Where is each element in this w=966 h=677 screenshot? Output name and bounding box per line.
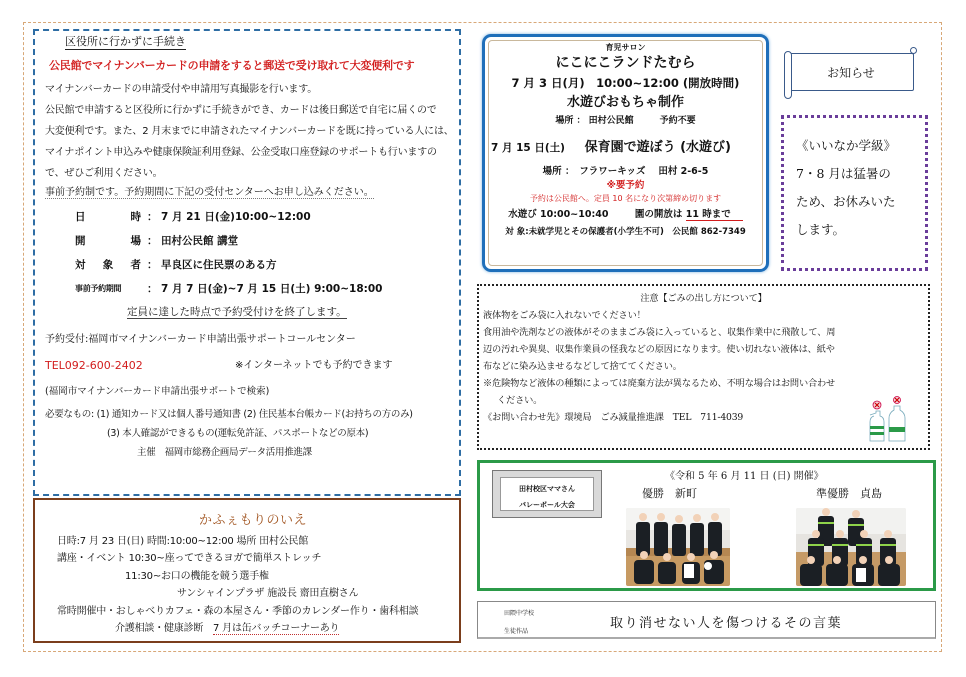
cafe-line: サンシャインプラザ 施設長 齋田直樹さん: [177, 588, 359, 599]
garbage-title: 注意【ごみの出し方について】: [640, 293, 767, 304]
scroll-curl-icon: [910, 47, 917, 54]
cafe-line: 講座・イベント 10:30~座ってできるヨガで簡単ストレッチ: [57, 553, 322, 564]
reservation-note: 予約は公民館へ。定員 10 名になり次第締め切ります: [529, 194, 722, 203]
prereg-note: 事前予約制です。予約期間に下記の受付センターへお申し込みください。: [45, 187, 374, 198]
detail-row-period: 事前予約期間 ： 7 月 7 日(金)~7 月 15 日(土) 9:00~18:00: [75, 277, 449, 301]
salon-date-2-row: [491, 136, 766, 155]
garbage-contact: 《お問い合わせ先》環境局 ごみ減量推進課 TEL 711-4039: [483, 412, 744, 423]
student-work-box: [477, 601, 936, 639]
required-items: 必要なもの: (1) 通知カード又は個人番号通知書 (2) 住民基本台帳カード(お持ちの方のみ) (3) 本人確認ができるもの(運転免許証、パスポートなどの原本) 主催 福岡市総務企画局データ活用推進課: [45, 405, 449, 462]
cafe-title: かふぇもりのいえ: [198, 513, 307, 528]
detail-row-venue: 開 場 ： 田村公民館 講堂: [75, 229, 449, 253]
detail-label: 対 象 者: [75, 259, 141, 271]
cafe-line: 11:30~お口の機能を競う選手権: [125, 570, 269, 582]
water-time: 水遊び 10:00~10:40: [508, 209, 609, 220]
mynumber-lead: 公民館でマイナンバーカードの申請をすると郵送で受け取れて大変便利です: [49, 59, 415, 72]
mynumber-paragraph: [45, 79, 454, 184]
detail-row-datetime: 日 時 ： 7 月 21 日(金)10:00~12:00: [75, 205, 449, 229]
salon-title: にこにこランドたむら: [555, 55, 696, 71]
open-until: 園の開放は 11 時まで: [635, 205, 743, 224]
salon-event-1: 水遊びおもちゃ制作: [566, 95, 684, 110]
runner-up-team-photo: [796, 508, 906, 586]
paragraph-line: マイナポイント申込みや健康保険証利用登録、公金受取口座登録のサポートも行いますの: [45, 147, 437, 158]
salon-place-1: 場所 ： 田村公民館 予約不要: [555, 116, 696, 126]
reservation-required: ※要予約: [606, 180, 645, 191]
cafe-highlight: 7 月は缶バッチコーナーあり: [213, 623, 340, 634]
water-play-row: [485, 205, 766, 224]
salon-event-2: 保育園で遊ぼう (水遊び): [584, 140, 731, 155]
salon-place-2: 場所 ： フラワーキッズ 田村 2-6-5: [542, 166, 709, 177]
detail-value: 早良区に住民票のある方: [161, 259, 277, 271]
paragraph-line: で、ぜひご利用ください。: [45, 168, 163, 179]
notice-banner-label: お知らせ: [827, 65, 875, 80]
tel-row: [45, 353, 449, 379]
contact-center: 予約受付:福岡市マイナンバーカード申請出張サポートコールセンター: [45, 334, 356, 345]
detail-value: 7 月 21 日(金)10:00~12:00: [161, 211, 311, 223]
liquid-bottles-icon: [864, 396, 912, 442]
cafe-line: 介護相談・健康診断 7 月は缶バッチコーナーあり: [115, 623, 340, 634]
detail-value: 7 月 7 日(金)~7 月 15 日(土) 9:00~18:00: [161, 283, 383, 295]
tournament-plaque: 田村校区ママさん バレーボール大会: [492, 470, 602, 518]
event-details: [75, 205, 449, 301]
childcare-salon-box: [482, 34, 769, 272]
paragraph-line: マイナンバーカードの申請受付や申請用写真撮影を行います。: [45, 84, 317, 95]
volleyball-tournament-box: [477, 460, 936, 591]
cafe-event-box: [33, 498, 461, 643]
tournament-date: 《令和 5 年 6 月 11 日 (日) 開催》: [665, 471, 824, 482]
organizer: 主催 福岡市総務企画局データ活用推進課: [137, 447, 312, 458]
detail-label: 開 場: [75, 235, 141, 247]
iinaka-class-notice: 《いいなか学級》 7・8 月は猛暑の ため、お休みいた します。: [781, 115, 928, 271]
winner-team-photo: [626, 508, 730, 586]
phone-number: TEL092-600-2402: [45, 359, 143, 372]
student-work-label: 生徒作品: [504, 628, 529, 635]
mynumber-notice-box: [33, 29, 461, 496]
garbage-notice-box: 注意【ごみの出し方について】 液体物をごみ袋に入れないでください！ 食用油や洗剤などの液体がそのままごみ袋に入っていると、収集作業中に飛散して、周 辺の汚れや異臭、収集作業員の怪我などの原因になります。使い切れない液体は、紙や 布などに染み込ませるなどして捨ててください。 ※危険物など液体の種類によっては廃棄方法が異なるため、不明な場合はお問い合わせ ください。 《お問い合わせ先》環境局 ごみ減量推進課 TEL 711-4039: [477, 284, 930, 450]
runner-up-label: 準優勝 貞島: [816, 487, 882, 500]
cafe-line: 日時:7 月 23 日(日) 時間:10:00~12:00 場所 田村公民館: [57, 535, 309, 547]
paragraph-line: 公民館で申請すると区役所に行かずに手続きができ、カードは後日郵送で自宅に届くので: [45, 105, 437, 116]
notice-banner: [788, 53, 914, 91]
detail-value: 田村公民館 講堂: [161, 235, 239, 247]
student-slogan: 取り消せない人を傷つけるその言葉: [610, 616, 843, 631]
cafe-line: 常時開催中・おしゃべりカフェ・森の本屋さん・季節のカレンダー作り・歯科相談: [57, 605, 419, 617]
detail-label: 日 時: [75, 211, 141, 223]
internet-note: ※インターネットでも予約できます: [235, 360, 393, 371]
detail-label: 事前予約期間: [75, 284, 122, 293]
paragraph-line: 大変便利です。また、2 月末までに申請されたマイナンバーカードを既に持っている人には、: [45, 126, 454, 137]
winner-label: 優勝 新町: [642, 487, 697, 500]
salon-target: 対 象:未就学児とその保護者(小学生不可) 公民館 862-7349: [505, 227, 746, 237]
mynumber-heading: 区役所に行かずに手続き: [65, 35, 186, 48]
detail-row-target: 対 象 者 ： 早良区に住民票のある方: [75, 253, 449, 277]
salon-date-2: 7 月 15 日(土): [491, 142, 565, 154]
search-hint: (福岡市マイナンバーカード申請出張サポートで検索): [45, 386, 270, 397]
scroll-curl-icon: [784, 51, 792, 99]
salon-date-1: 7 月 3 日(月) 10:00~12:00 (開放時間): [511, 76, 740, 90]
closing-note: 定員に達した時点で予約受付けを終了します。: [127, 306, 347, 318]
school-name: 田隈中学校: [504, 610, 535, 617]
salon-subtitle: 育児サロン: [605, 43, 646, 52]
